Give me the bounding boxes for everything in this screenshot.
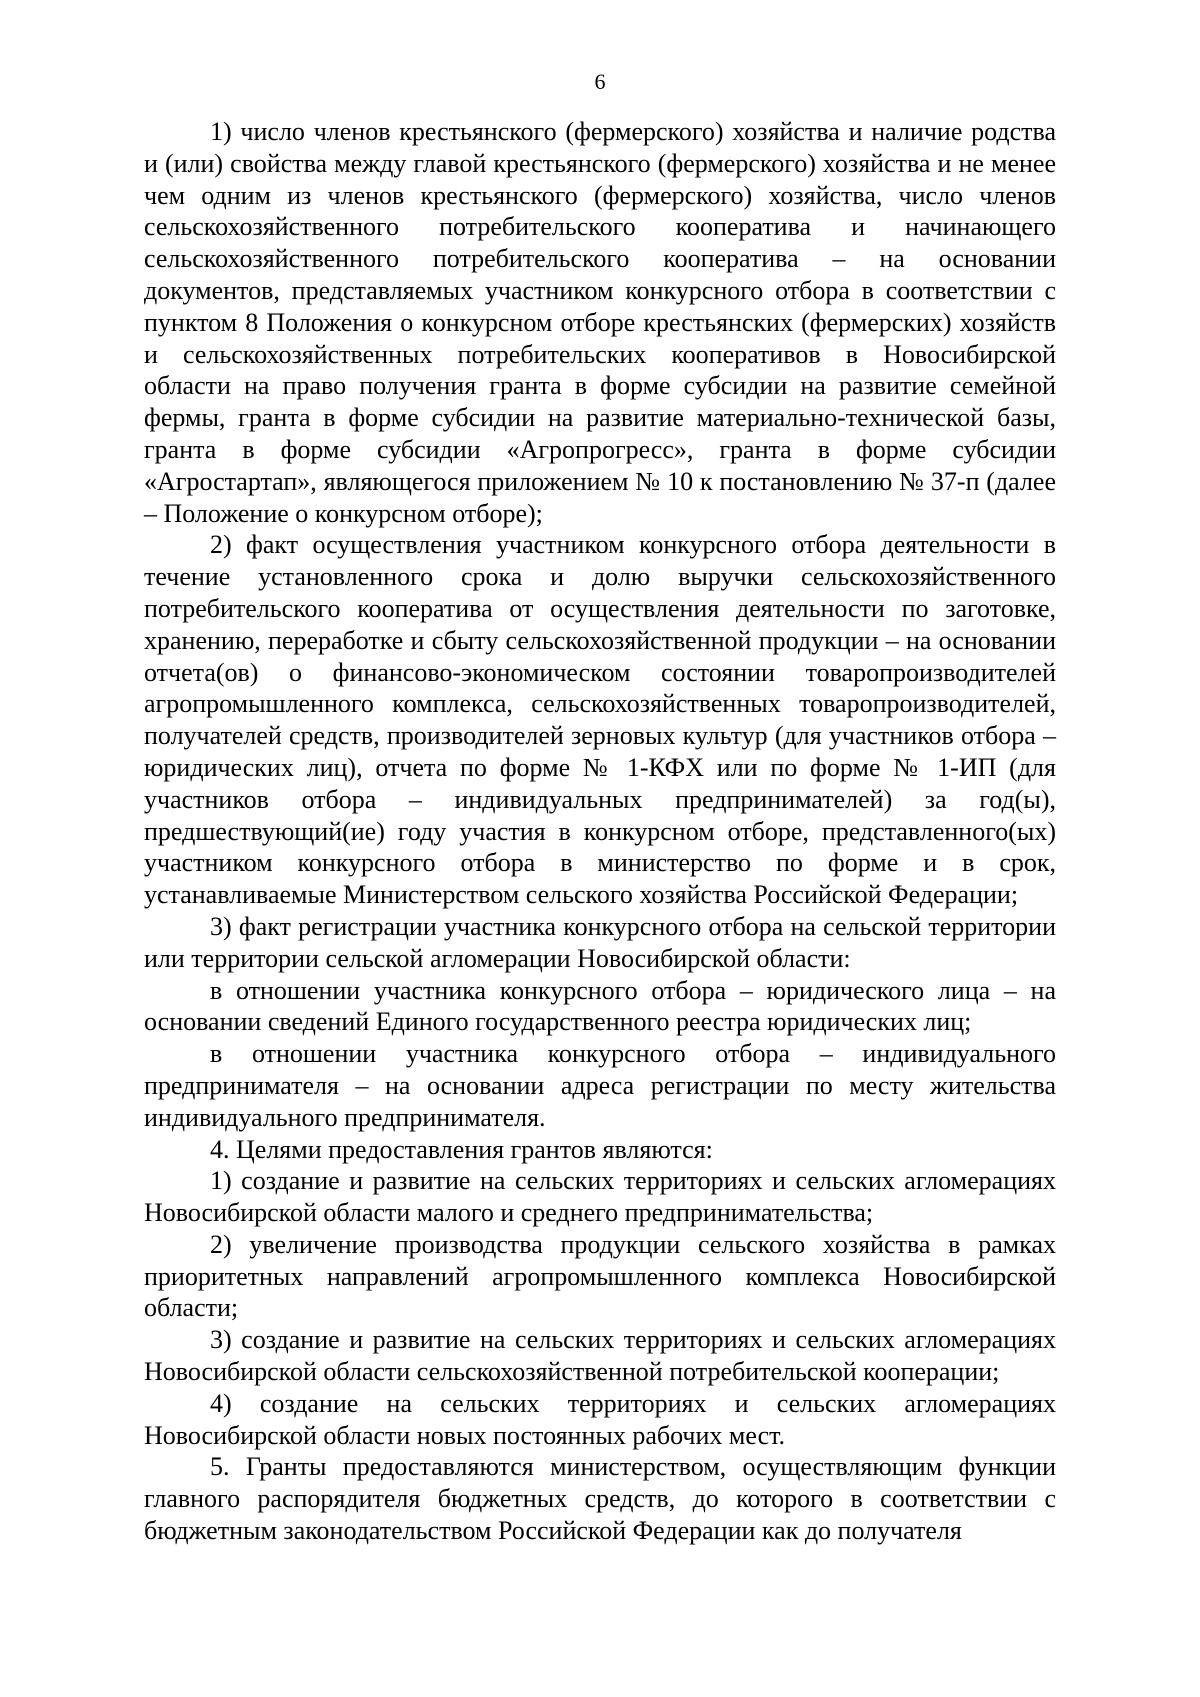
paragraph-section-5: 5. Гранты предоставляются министерством, осуществляющим функции главного распорядителя бюджетных средств, до которого в соответствии с бюджетным законодательством Российской Федерации как до получателя [144,1452,1056,1546]
paragraph-item-3: 3) факт регистрации участника конкурсного отбора на сельской территории или территории сельской агломерации Новосибирской области: [144,911,1056,973]
paragraph-item-1: 1) число членов крестьянского (фермерского) хозяйства и наличие родства и (или) свойства между главой крестьянского (фермерского) хозяйства и не менее чем одним из членов крестьянского (фермерского) хозяйства, число членов сельскохозяйственного потребительского кооператива и начинающего сельскохозяйственного потребительского кооператива – на основании документов, представляемых участником конкурсного отбора в соответствии с пунктом 8 Положения о конкурсном отборе крестьянских (фермерских) хозяйств и сельскохозяйственных потребительских кооперативов в Новосибирской области на право получения гранта в форме субсидии на развитие семейной фермы, гранта в форме субсидии на развитие материально-технической базы, гранта в форме субсидии «Агропрогресс», гранта в форме субсидии «Агростартап», являющегося приложением № 10 к постановлению № 37-п (далее – Положение о конкурсном отборе); [144,117,1056,528]
paragraph-item-2: 2) факт осуществления участником конкурсного отбора деятельности в течение установленного срока и долю выручки сельскохозяйственного потребительского кооператива от осуществления деятельности по заготовке, хранению, переработке и сбыту сельскохозяйственной продукции – на основании отчета(ов) о финансово-экономическом состоянии товаропроизводителей агропромышленного комплекса, сельскохозяйственных товаропроизводителей, получателей средств, производителей зерновых культур (для участников отбора – юридических лиц), отчета по форме № 1-КФХ или по форме № 1-ИП (для участников отбора – индивидуальных предпринимателей) за год(ы), предшествующий(ие) году участия в конкурсном отборе, представленного(ых) участником конкурсного отбора в министерство по форме и в срок, устанавливаемые Министерством сельского хозяйства Российской Федерации; [144,530,1056,910]
paragraph-legal-entity: в отношении участника конкурсного отбора – юридического лица – на основании сведений Единого государственного реестра юридических лиц; [144,975,1056,1037]
paragraph-goal-3: 3) создание и развитие на сельских территориях и сельских агломерациях Новосибирской области сельскохозяйственной потребительской кооперации; [144,1325,1056,1387]
paragraph-goal-4: 4) создание на сельских территориях и сельских агломерациях Новосибирской области новых постоянных рабочих мест. [144,1388,1056,1450]
paragraph-entrepreneur: в отношении участника конкурсного отбора – индивидуального предпринимателя – на основании адреса регистрации по месту жительства индивидуального предпринимателя. [144,1039,1056,1132]
paragraph-goal-2: 2) увеличение производства продукции сельского хозяйства в рамках приоритетных направлений агропромышленного комплекса Новосибирской области; [144,1229,1056,1323]
paragraph-goal-1: 1) создание и развитие на сельских территориях и сельских агломерациях Новосибирской области малого и среднего предпринимательства; [144,1166,1056,1228]
paragraph-section-4-heading: 4. Целями предоставления грантов являются: [210,1134,713,1164]
page-number: 6 [594,69,606,94]
document-body [144,116,1056,1547]
